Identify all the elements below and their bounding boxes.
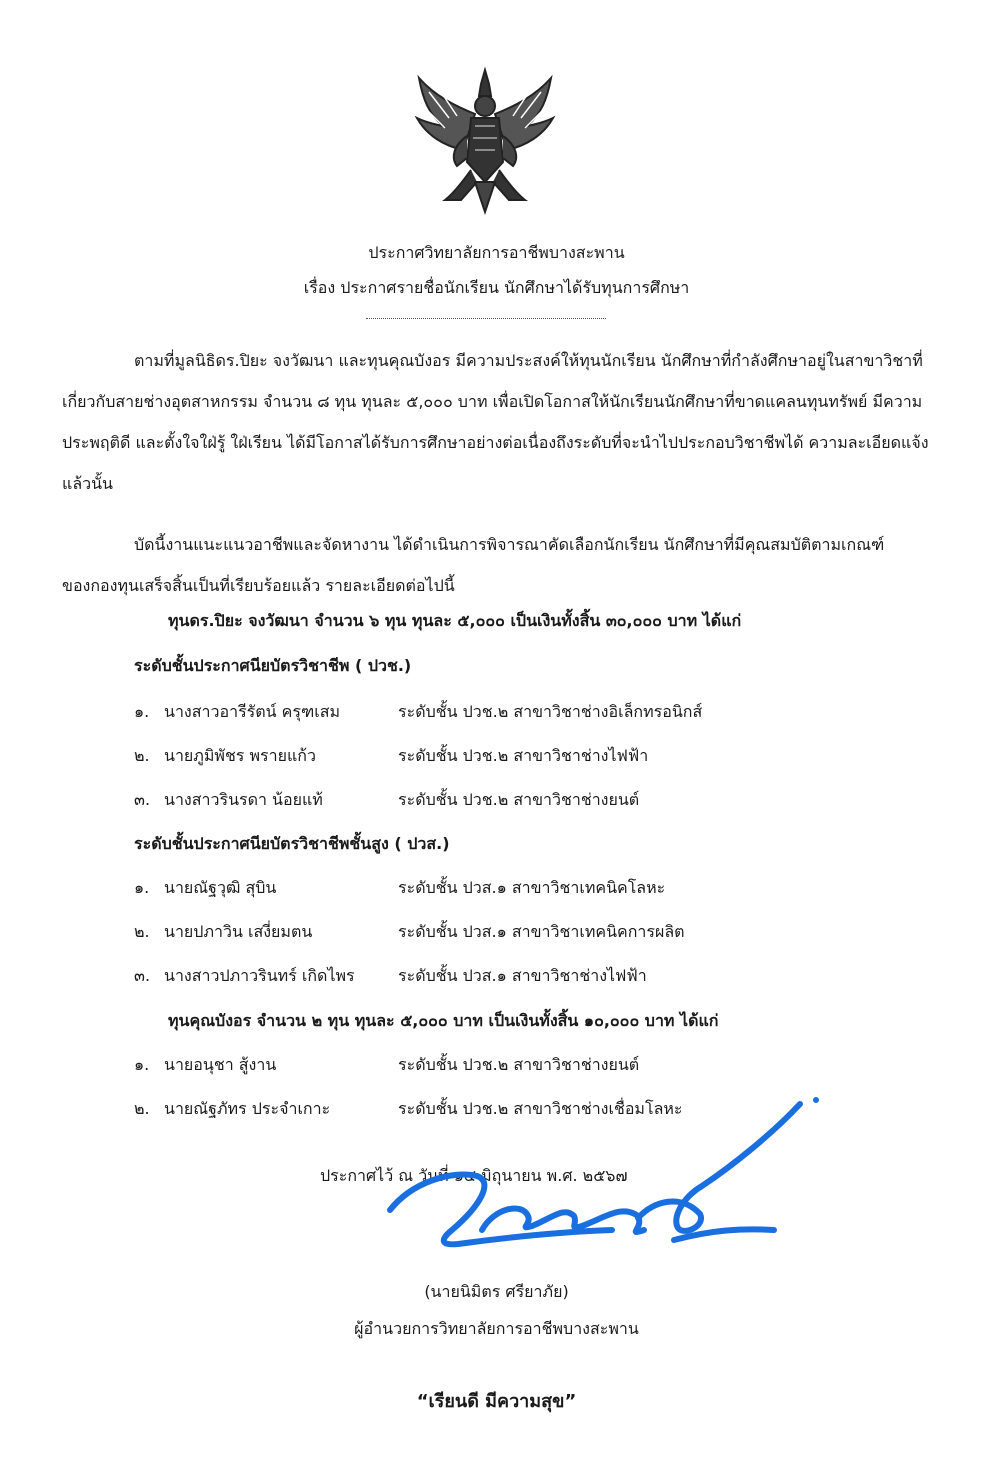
divider: [366, 318, 606, 319]
item-number: ๓.: [134, 790, 151, 809]
handwritten-signature: [382, 1090, 832, 1260]
item-name: นางสาวปภาวรินทร์ เกิดไพร: [164, 966, 355, 985]
body-paragraph-1-text: ตามที่มูลนิธิดร.ปิยะ จงวัฒนา และทุนคุณบังอร มีความประสงค์ให้ทุนนักเรียน นักศึกษาที่กำลังศึกษาอยู่ในสาขาวิชาที่เกี่ยวกับสายช่างอุตสาหกรรม จำนวน ๘ ทุน ทุนละ ๕,๐๐๐ บาท เพื่อเปิดโอกาสให้นักเรียนนักศึกษาที่ขาดแคลนทุนทรัพย์ มีความประพฤติดี และตั้งใจใฝ่รู้ ใฝ่เรียน ได้มีโอกาสได้รับการศึกษาอย่างต่อเนื่องถึงระดับที่จะนำไปประกอบวิชาชีพได้ ความละเอียดแจ้งแล้วนั้น: [62, 351, 929, 493]
item-level: ระดับชั้น ปวช.๒ สาขาวิชาช่างไฟฟ้า: [398, 746, 649, 765]
item-number: ๒.: [134, 922, 150, 941]
item-level: ระดับชั้น ปวช.๒ สาขาวิชาช่างยนต์: [398, 1055, 640, 1074]
item-number: ๑.: [134, 1055, 150, 1074]
item-level: ระดับชั้น ปวส.๑ สาขาวิชาช่างไฟฟ้า: [398, 966, 647, 985]
item-name: นายณัฐวุฒิ สุบิน: [164, 878, 277, 897]
item-name: นางสาวอารีรัตน์ ครุฑเสม: [164, 702, 341, 721]
item-number: ๑.: [134, 878, 150, 897]
item-level: ระดับชั้น ปวส.๑ สาขาวิชาเทคนิคการผลิต: [398, 922, 685, 941]
motto: “เรียนดี มีความสุข”: [416, 1391, 577, 1412]
item-level: ระดับชั้น ปวส.๑ สาขาวิชาเทคนิคโลหะ: [398, 878, 666, 897]
item-name: นางสาวรินรดา น้อยแท้: [164, 790, 323, 809]
signatory-name: (นายนิมิตร ศรียาภัย): [424, 1282, 569, 1301]
fund1-title: ทุนดร.ปิยะ จงวัฒนา จำนวน ๖ ทุน ทุนละ ๕,๐๐๐ เป็นเงินทั้งสิ้น ๓๐,๐๐๐ บาท ได้แก่: [168, 611, 742, 630]
item-number: ๓.: [134, 966, 151, 985]
announcement-subject: เรื่อง ประกาศรายชื่อนักเรียน นักศึกษาได้รับทุนการศึกษา: [303, 278, 690, 297]
item-number: ๑.: [134, 702, 150, 721]
body-paragraph-2-text: บัดนี้งานแนะแนวอาชีพและจัดหางาน ได้ดำเนินการพิจารณาคัดเลือกนักเรียน นักศึกษาที่มีคุณสมบัติตามเกณฑ์ของกองทุนเสร็จสิ้นเป็นที่เรียบร้อยแล้ว รายละเอียดต่อไปนี้: [62, 535, 885, 595]
item-name: นายภูมิพัชร พรายแก้ว: [164, 746, 316, 765]
announcement-org: ประกาศวิทยาลัยการอาชีพบางสะพาน: [368, 243, 625, 262]
body-paragraph-1: [62, 340, 934, 504]
item-name: นายปภาวิน เสงี่ยมตน: [164, 922, 313, 941]
announcement-date: ประกาศไว้ ณ วันที่ ๑๔ มิถุนายน พ.ศ. ๒๕๖๗: [320, 1166, 628, 1185]
item-name: นายอนุชา สู้งาน: [164, 1055, 277, 1074]
garuda-emblem-icon: [405, 66, 565, 216]
item-level: ระดับชั้น ปวช.๒ สาขาวิชาช่างอิเล็กทรอนิกส์: [398, 702, 703, 721]
item-name: นายณัฐภัทร ประจำเกาะ: [164, 1099, 331, 1118]
signatory-position: ผู้อำนวยการวิทยาลัยการอาชีพบางสะพาน: [354, 1319, 639, 1338]
fund1-level2-title: ระดับชั้นประกาศนียบัตรวิชาชีพชั้นสูง ( ปวส.): [134, 834, 450, 853]
item-level: ระดับชั้น ปวช.๒ สาขาวิชาช่างยนต์: [398, 790, 640, 809]
fund2-title: ทุนคุณบังอร จำนวน ๒ ทุน ทุนละ ๕,๐๐๐ บาท เป็นเงินทั้งสิ้น ๑๐,๐๐๐ บาท ได้แก่: [168, 1011, 719, 1030]
item-number: ๒.: [134, 1099, 150, 1118]
item-number: ๒.: [134, 746, 150, 765]
body-paragraph-2: [62, 524, 934, 606]
item-level: ระดับชั้น ปวช.๒ สาขาวิชาช่างเชื่อมโลหะ: [398, 1099, 683, 1118]
fund1-level1-title: ระดับชั้นประกาศนียบัตรวิชาชีพ ( ปวช.): [134, 656, 412, 675]
